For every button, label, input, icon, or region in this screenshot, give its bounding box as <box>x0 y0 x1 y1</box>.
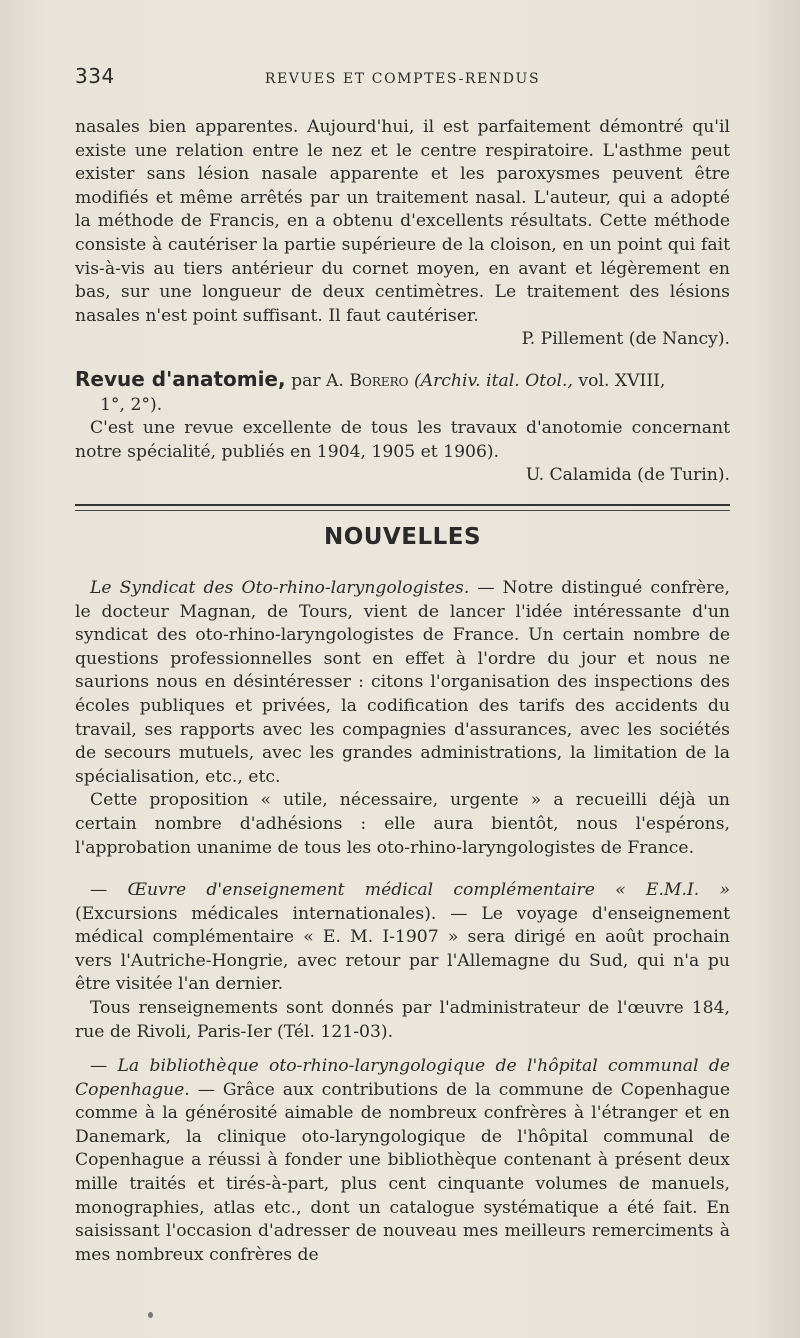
review-anatomie-text: C'est une revue excellente de tous les travaux d'anotomie concernant notre spécialité, publiés en 1904, 1905 et 1906). <box>75 418 730 462</box>
news-biblio-text: — Grâce aux contributions de la commune de Copenhague comme à la générosité aimable de nombreux confrères à l'étranger et en Danemark, la clinique oto-laryngologique de l'hôpital communal de Copenhague a réussi à fonder une bibliothèque contenant à présent deux mille traités et tirés-à-part, plus cent cinquante volumes de manuels, monographies, atlas etc., dont un catalogue systématique a été fait. En saisissant l'occasion d'adresser de nouveau mes meilleurs remerciments à mes nombreux confrères de <box>75 1079 730 1265</box>
news-biblio-title: La bibliothèque oto-rhino-laryngologique de l'hôpital communal de Copenhague. <box>75 1056 730 1100</box>
news-item-emi <box>75 879 730 1044</box>
news-item-bibliotheque <box>75 1055 730 1267</box>
section-divider-thin <box>75 510 730 511</box>
running-head: REVUES ET COMPTES-RENDUS <box>264 71 541 87</box>
page-number: 334 <box>75 64 115 88</box>
news-syndicat-text2: Cette proposition « utile, nécessaire, urgente » a recueilli déjà un certain nombre d'adhésions : elle aura bientôt, nous l'espérons, l'approbation unanime de tous les oto-rhino-laryngologistes de France. <box>75 790 730 858</box>
citation-source: (Archiv. ital. Otol., <box>413 371 573 391</box>
news-biblio-dash: — <box>90 1056 118 1076</box>
page-header <box>75 64 730 94</box>
citation-issue: 1°, 2°). <box>100 394 163 415</box>
citation-volume: vol. XVIII, <box>578 371 666 391</box>
review-anatomie <box>75 368 730 488</box>
news-emi-title: Œuvre d'enseignement médical complémentaire « E.M.I. » <box>127 880 730 900</box>
scan-speck <box>148 1312 153 1318</box>
review-anatomie-heading-line <box>75 368 730 394</box>
news-syndicat-para <box>75 577 730 789</box>
news-item-syndicat <box>75 577 730 860</box>
news-syndicat-text: — Notre distingué confrère, le docteur Magnan, de Tours, vient de lancer l'idée intéressante d'un syndicat des oto-rhino-laryngologistes de France. Un certain nombre de questions professionnelles sont en effet à l'ordre du jour et nous ne saurions nous en désintéresser : citons l'organisation des inspections des écoles publiques et privées, la codification des tarifs des accidents du travail, ses rapports avec les compagnies d'assurances, avec les sociétés de secours mutuels, avec les grandes administrations, la limitation de la spécialisation, etc., etc. <box>75 578 730 787</box>
news-emi-text2: Tous renseignements sont donnés par l'administrateur de l'œuvre 184, rue de Rivoli, Paris-Ier (Tél. 121-03). <box>75 997 730 1042</box>
news-emi-text: (Excursions médicales internationales). — Le voyage d'enseignement médical complémentaire « E. M. I-1907 » sera dirigé en août prochain vers l'Autriche-Hongrie, avec retour par l'Allemagne du Sud, qui n'a pu être visitée l'an dernier. <box>75 903 730 995</box>
news-section-title: NOUVELLES <box>323 524 482 550</box>
news-biblio-para <box>75 1055 730 1267</box>
news-syndicat-title: Le Syndicat des Oto-rhino-laryngologistes. <box>90 578 470 598</box>
section-divider <box>75 504 730 506</box>
review-anatomie-heading: Revue d'anatomie, <box>75 367 286 391</box>
review-asthma-text: nasales bien apparentes. Aujourd'hui, il est parfaitement démontré qu'il existe une relation entre le nez et le centre respiratoire. L'asthme peut exister sans lésion nasale apparente et les paroxysmes peuvent être modifiés et même arrêtés par un traitement nasal. L'auteur, qui a adopté la méthode de Francis, en a obtenu d'excellents résultats. Cette méthode consiste à cautériser la partie supérieure de la cloison, en un point qui fait vis-à-vis au tiers antérieur du cornet moyen, en avant et légèrement en bas, sur une longueur de deux centimètres. Le traitement des lésions nasales n'est point suffisant. Il faut cautériser. <box>75 117 730 326</box>
news-emi-para <box>75 879 730 997</box>
citation-author: Borero <box>349 371 409 391</box>
review-anatomie-signature: U. Calamida (de Turin). <box>525 465 730 486</box>
review-asthma-signature: P. Pillement (de Nancy). <box>521 329 730 350</box>
review-asthma <box>75 116 730 352</box>
citation-by: par A. <box>291 371 350 391</box>
news-emi-dash: — <box>90 880 128 900</box>
